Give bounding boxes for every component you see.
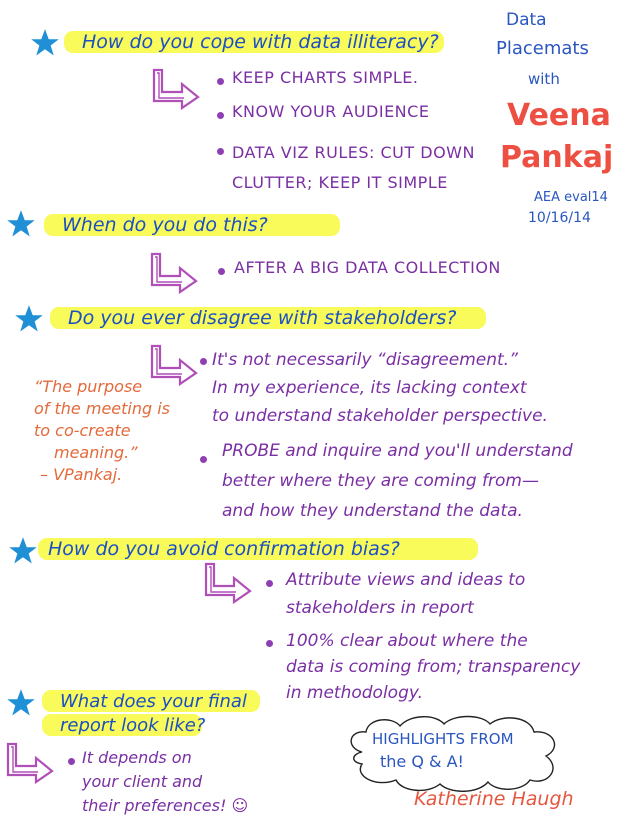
text-line: Attribute views and ideas to <box>286 570 526 590</box>
star-icon <box>6 688 36 718</box>
presenter-last-name: Pankaj <box>500 140 614 175</box>
quote-line: of the meeting is <box>34 399 171 418</box>
arrow-icon <box>2 740 58 784</box>
title-line-data: Data <box>506 10 547 30</box>
arrow-icon <box>146 250 202 294</box>
bullet <box>200 456 207 463</box>
text-line: 100% clear about where the <box>286 631 528 651</box>
title-line-placemats: Placemats <box>496 38 589 59</box>
event-date: 10/16/14 <box>528 210 591 226</box>
text-line: report look like? <box>60 715 206 736</box>
cloud-line-2: the Q & A! <box>380 752 464 771</box>
bullet <box>68 758 75 765</box>
text-line: better where they are coming from— <box>222 471 539 491</box>
q4-answer-1 <box>286 566 525 622</box>
q1-answer-1: KEEP CHARTS SIMPLE. <box>232 68 419 87</box>
star-icon <box>30 28 60 58</box>
text-line: CLUTTER; KEEP IT SIMPLE <box>232 173 448 192</box>
star-icon <box>6 209 36 239</box>
question-3: Do you ever disagree with stakeholders? <box>68 307 457 329</box>
q3-answer-2 <box>222 436 573 526</box>
bullet <box>217 78 224 85</box>
quote-line: meaning.” <box>54 443 138 462</box>
arrow-icon <box>148 66 204 110</box>
text-line: and how they understand the data. <box>222 501 523 521</box>
text-line: It's not necessarily “disagreement.” <box>212 350 518 370</box>
text-line: your client and <box>82 772 203 791</box>
q4-answer-2 <box>286 628 580 706</box>
text-line: data is coming from; transparency <box>286 657 581 677</box>
question-2: When do you do this? <box>62 214 268 236</box>
q3-answer-1 <box>212 346 548 430</box>
bullet <box>217 148 224 155</box>
side-quote <box>34 376 170 486</box>
title-line-with: with <box>528 70 560 88</box>
bullet <box>200 358 207 365</box>
q5-answer-1 <box>82 746 248 818</box>
quote-line: “The purpose <box>34 377 143 396</box>
bullet <box>217 112 224 119</box>
text-line: In my experience, its lacking context <box>212 378 527 398</box>
quote-line: to co-create <box>34 421 131 440</box>
event-label: AEA eval14 <box>534 190 608 205</box>
author-signature: Katherine Haugh <box>414 788 574 810</box>
question-5 <box>60 690 247 738</box>
text-line: in methodology. <box>286 683 424 703</box>
text-line: to understand stakeholder perspective. <box>212 406 548 426</box>
text-line: What does your final <box>60 691 247 712</box>
q1-answer-3 <box>232 138 475 198</box>
bullet <box>266 640 273 647</box>
presenter-first-name: Veena <box>507 98 611 133</box>
text-line: their preferences! ☺ <box>82 796 249 815</box>
text-line: It depends on <box>82 748 192 767</box>
bullet <box>266 580 273 587</box>
star-icon <box>14 304 44 334</box>
cloud-line-1: HIGHLIGHTS FROM <box>372 730 514 748</box>
text-line: stakeholders in report <box>286 598 474 618</box>
q1-answer-2: KNOW YOUR AUDIENCE <box>232 102 430 121</box>
quote-line: – VPankaj. <box>40 465 123 484</box>
text-line: PROBE and inquire and you'll understand <box>222 441 573 461</box>
bullet <box>218 268 225 275</box>
arrow-icon <box>200 560 256 604</box>
star-icon <box>8 536 38 566</box>
question-1: How do you cope with data illiteracy? <box>82 31 439 53</box>
question-4: How do you avoid confirmation bias? <box>48 538 400 560</box>
q2-answer-1: AFTER A BIG DATA COLLECTION <box>234 258 501 277</box>
text-line: DATA VIZ RULES: CUT DOWN <box>232 143 475 162</box>
